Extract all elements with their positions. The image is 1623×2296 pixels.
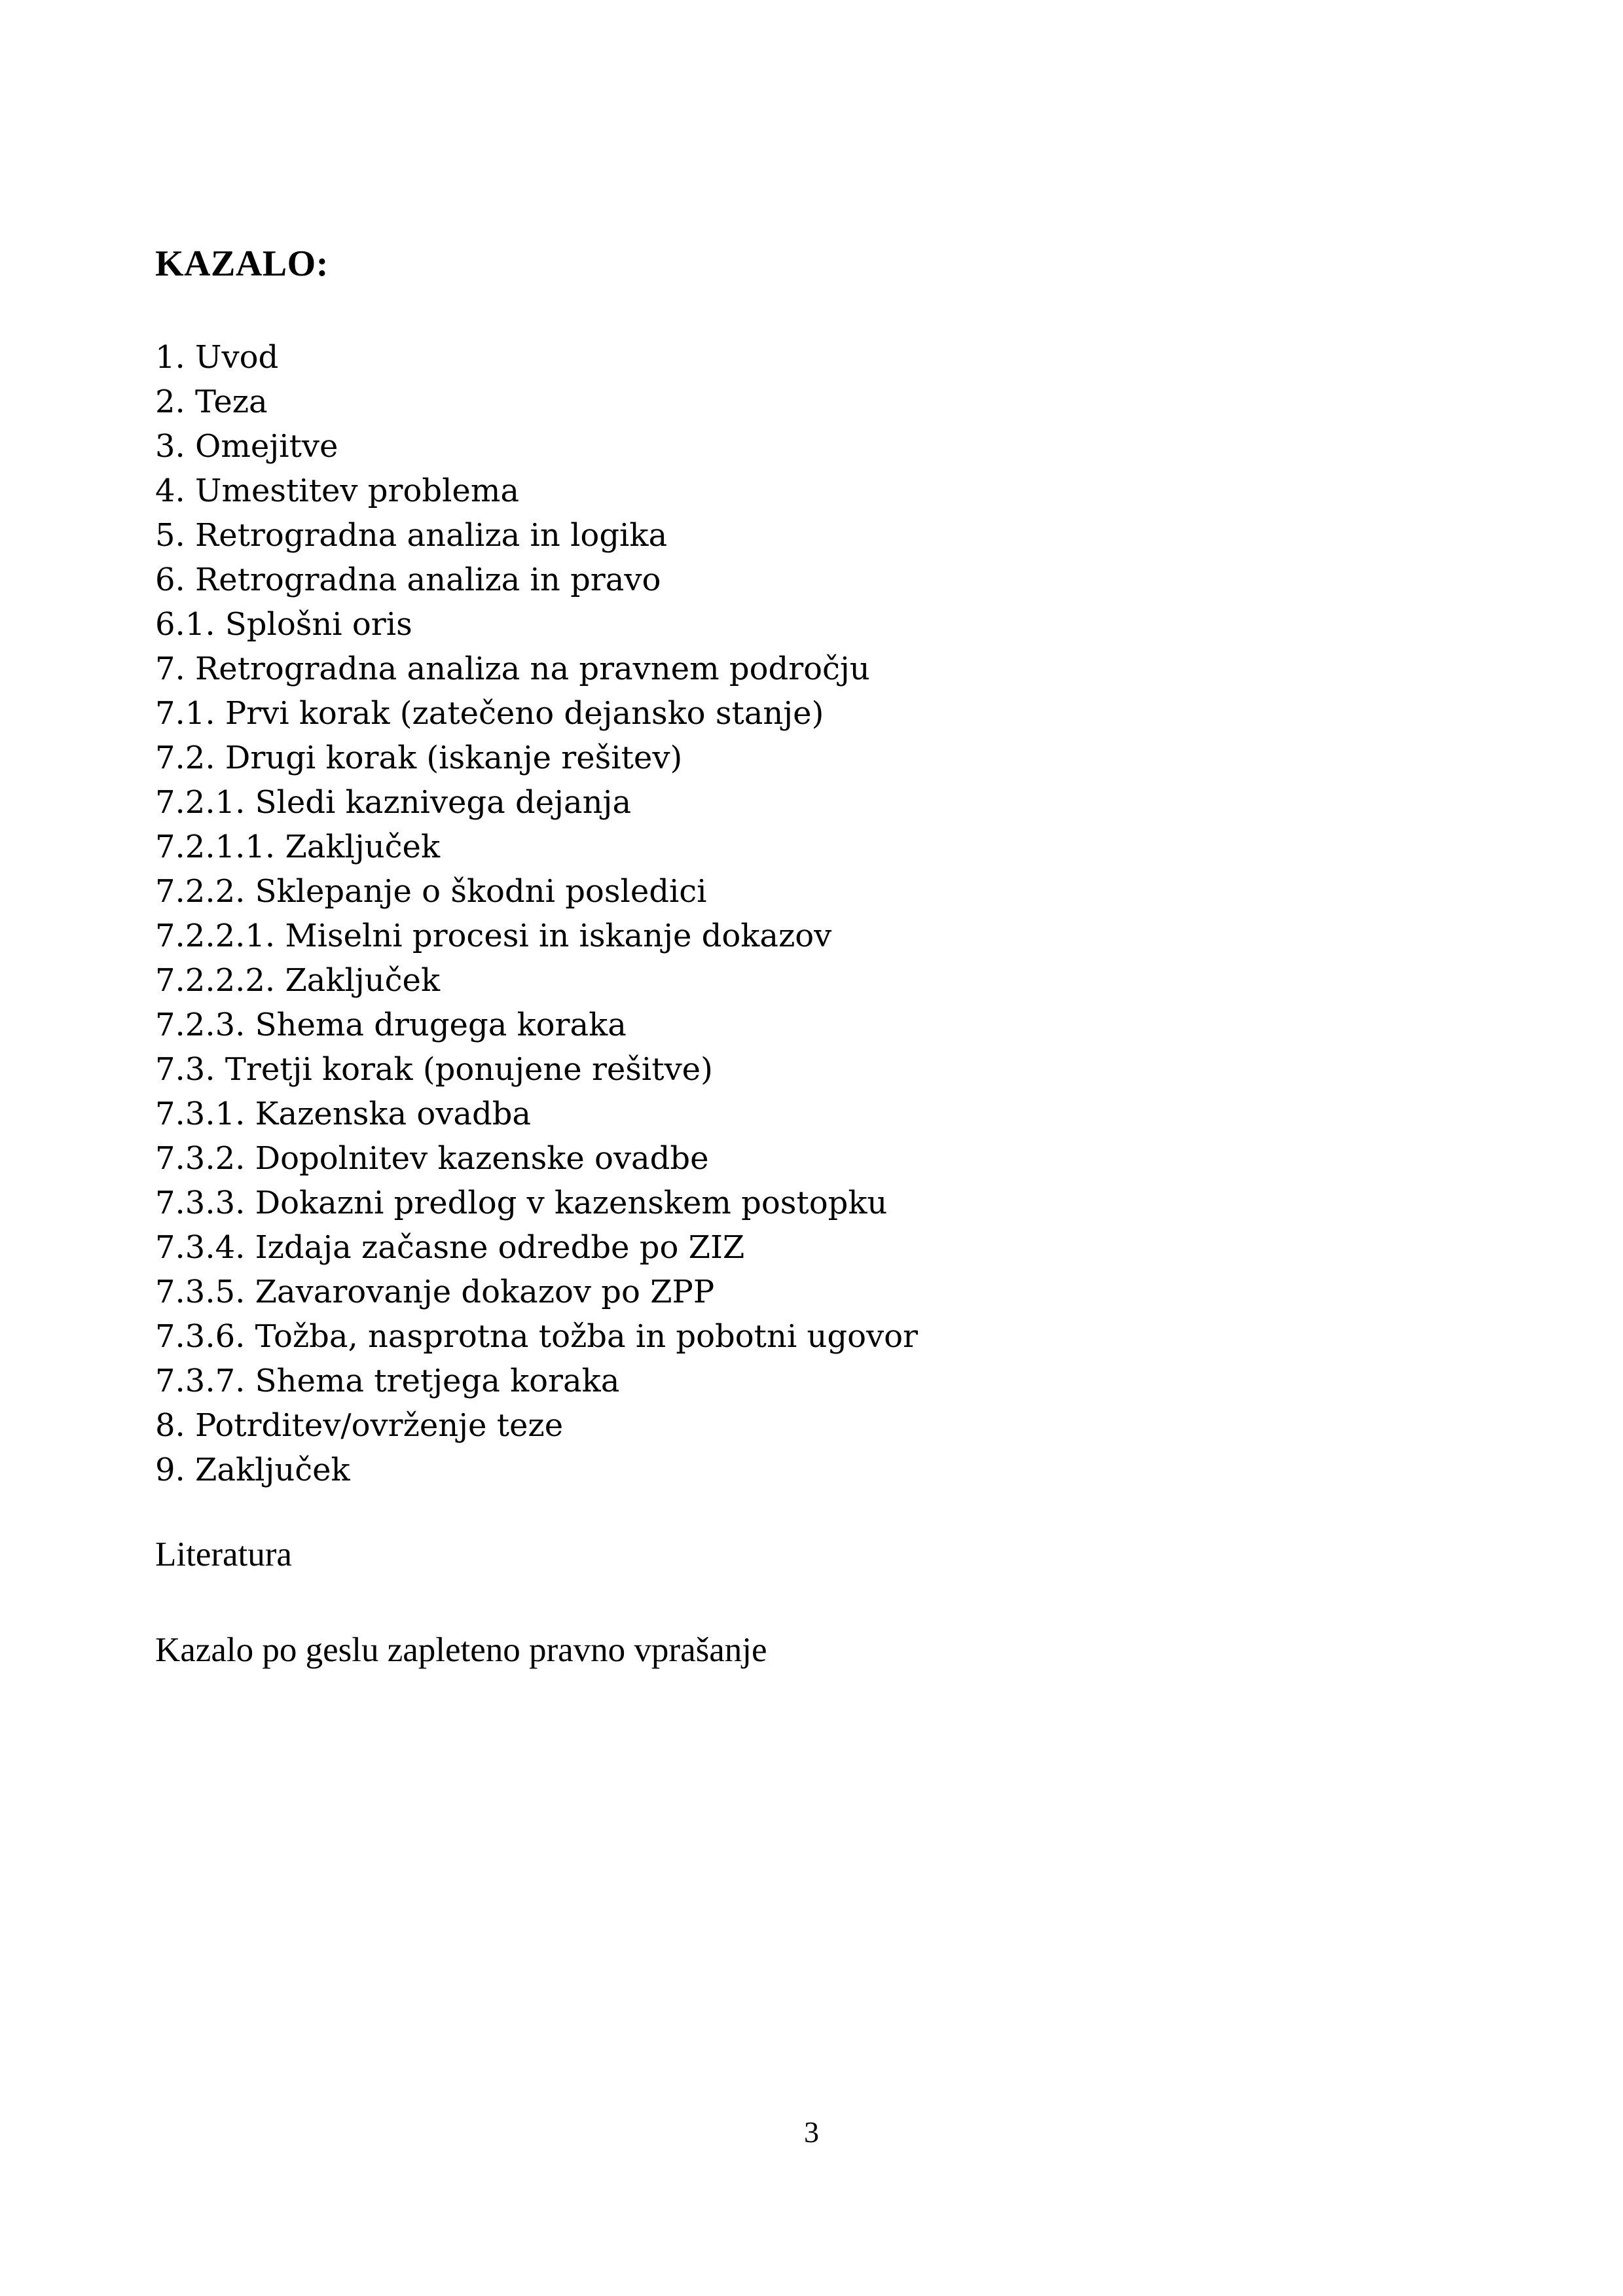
toc-item: 7.3.6. Tožba, nasprotna tožba in pobotni ugovor [155,1318,918,1355]
toc-item: 2. Teza [155,384,268,420]
toc-item: 6.1. Splošni oris [155,606,412,643]
toc-item: 7.3. Tretji korak (ponujene rešitve) [155,1051,713,1088]
toc-item: 3. Omejitve [155,428,338,465]
toc-item: 8. Potrditev/ovrženje teze [155,1407,564,1444]
toc-item: 7.2.2. Sklepanje o škodni posledici [155,873,707,910]
toc-item: 7.2.1. Sledi kaznivega dejanja [155,784,632,821]
toc-item: 6. Retrogradna analiza in pravo [155,562,661,598]
toc-item: 7.3.2. Dopolnitev kazenske ovadbe [155,1140,709,1177]
toc-item: 7.2.3. Shema drugega koraka [155,1007,627,1043]
toc-item: 7.2.2.2. Zaključek [155,962,441,999]
toc-item: 7.3.7. Shema tretjega koraka [155,1363,620,1399]
toc-item: 4. Umestitev problema [155,473,519,509]
toc-item: 1. Uvod [155,339,279,376]
keyword-index-entry: Kazalo po geslu zapleteno pravno vprašanje [155,1631,767,1669]
toc-item: 7.2.2.1. Miselni procesi in iskanje dokazov [155,918,832,954]
table-of-contents [155,335,918,1492]
page-number: 3 [804,2115,819,2149]
toc-heading: KAZALO: [155,243,329,284]
toc-item: 7.3.4. Izdaja začasne odredbe po ZIZ [155,1229,745,1266]
toc-item: 7.3.1. Kazenska ovadba [155,1096,532,1132]
literature-entry: Literatura [155,1535,292,1573]
toc-item: 5. Retrogradna analiza in logika [155,517,668,554]
toc-item: 7.1. Prvi korak (zatečeno dejansko stanje) [155,695,824,732]
toc-item: 9. Zaključek [155,1452,350,1488]
toc-item: 7.2.1.1. Zaključek [155,829,441,865]
toc-item: 7.2. Drugi korak (iskanje rešitev) [155,740,683,776]
toc-item: 7.3.5. Zavarovanje dokazov po ZPP [155,1274,715,1310]
toc-item: 7.3.3. Dokazni predlog v kazenskem postopku [155,1185,888,1221]
toc-item: 7. Retrogradna analiza na pravnem področju [155,651,870,687]
